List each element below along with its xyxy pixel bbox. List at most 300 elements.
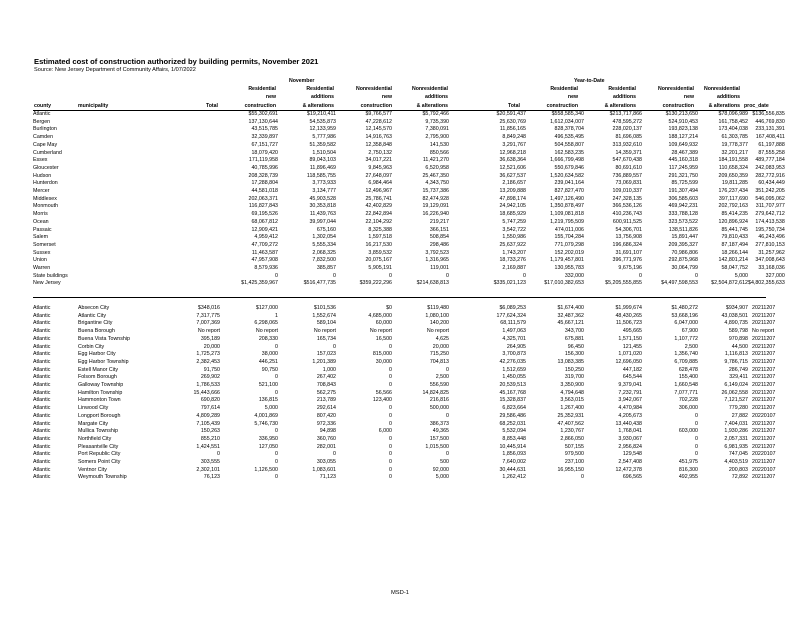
- table-cell: 9,379,041: [618, 382, 642, 389]
- table-cell: 142,801,214: [718, 257, 748, 264]
- table-cell: 25,352,931: [557, 412, 584, 419]
- table-cell: 14,824,825: [422, 389, 449, 396]
- table-cell: 327,000: [765, 272, 785, 279]
- table-cell: 16,500: [375, 335, 392, 342]
- table-cell: 12,472,378: [615, 466, 642, 473]
- table-cell: 1,350,878,497: [550, 203, 584, 210]
- table-cell: $0: [386, 305, 392, 311]
- table-cell: $19,210,411: [306, 111, 336, 117]
- municipality-name: Somers Point City: [78, 459, 121, 466]
- table-cell: 5,555,334: [312, 241, 336, 248]
- table-cell: 208,328,739: [248, 172, 278, 179]
- col-ytd-nonres-new-line1: Nonresidential: [657, 86, 694, 92]
- table-cell: 167,408,411: [755, 134, 785, 141]
- table-cell: 165,734: [316, 335, 336, 342]
- table-cell: 0: [275, 389, 278, 396]
- table-cell: 546,095,062: [755, 195, 785, 202]
- table-cell: 366,151: [429, 226, 449, 233]
- table-cell: 0: [446, 412, 449, 419]
- county-row: [33, 134, 785, 142]
- table-cell: 2,302,101: [196, 466, 220, 473]
- table-cell: 0: [389, 366, 392, 373]
- county-name: Gloucester: [33, 164, 59, 171]
- table-cell: 11,896,469: [309, 164, 336, 171]
- col-ytd-nonres-add-line2: additions: [716, 94, 740, 101]
- table-cell: $78,096,989: [718, 111, 748, 117]
- county-name: Passaic: [33, 226, 52, 233]
- county-name: Atlantic: [33, 328, 51, 335]
- table-cell: 161,758,452: [718, 118, 748, 125]
- table-cell: 628,478: [678, 366, 698, 373]
- col-ytd-nonres-new-line3: construction: [662, 102, 694, 109]
- col-ytd-res-add-header: [582, 85, 636, 110]
- table-cell: 1,450,055: [502, 374, 526, 381]
- table-cell: 675,881: [564, 335, 584, 342]
- table-cell: 239,041,164: [554, 180, 584, 187]
- table-cell: 16,955,150: [557, 466, 584, 473]
- table-cell: 68,111,579: [500, 320, 526, 327]
- col-total-header: Total: [205, 103, 218, 109]
- municipality-row: [33, 474, 776, 482]
- table-cell: 1,512,659: [502, 366, 526, 373]
- table-cell: 779,280: [728, 405, 748, 412]
- table-cell: 4,890,735: [724, 320, 748, 327]
- table-cell: 25,630,769: [499, 118, 526, 125]
- county-row: [33, 203, 785, 211]
- table-cell: 15,328,837: [499, 397, 526, 404]
- county-row: [33, 157, 785, 165]
- table-cell: 446,251: [258, 358, 278, 365]
- table-cell: 80,691,610: [615, 164, 642, 171]
- table-cell: 397,117,690: [718, 195, 748, 202]
- municipality-name: Weymouth Township: [78, 474, 127, 481]
- county-name: Atlantic: [33, 405, 51, 412]
- table-cell: 332,000: [564, 272, 584, 279]
- table-cell: 4,625: [435, 335, 449, 342]
- table-cell: $359,222,296: [359, 280, 392, 287]
- county-name: Atlantic: [33, 443, 51, 450]
- table-cell: 690,820: [200, 397, 220, 404]
- table-cell: 18,733,276: [499, 257, 526, 264]
- col-ytd-nonres-new-line2: new: [683, 94, 694, 101]
- table-cell: 704,813: [429, 358, 449, 365]
- proc-date: 20211207: [752, 443, 776, 450]
- county-name: Atlantic: [33, 397, 51, 404]
- table-cell: 138,511,826: [668, 226, 698, 233]
- municipality-row: [33, 374, 776, 382]
- table-cell: $934,907: [725, 305, 748, 311]
- table-cell: 0: [275, 474, 278, 481]
- table-cell: 22,104,292: [365, 218, 392, 225]
- municipality-table: [33, 305, 776, 482]
- proc-date: 20211207: [752, 335, 776, 342]
- table-cell: 44,500: [731, 343, 748, 350]
- table-cell: 2,186,657: [502, 180, 526, 187]
- col-ytd-res-add-line3: & alterations: [604, 102, 636, 109]
- table-cell: 9,845,963: [368, 164, 392, 171]
- table-cell: 396,771,976: [612, 257, 642, 264]
- table-cell: 5,747,259: [502, 218, 526, 225]
- table-cell: 445,160,318: [668, 157, 698, 164]
- table-cell: 43,515,785: [251, 126, 278, 133]
- table-cell: 1,230,767: [560, 428, 584, 435]
- county-row: [33, 142, 785, 150]
- county-name: Mercer: [33, 188, 50, 195]
- table-cell: 715,250: [429, 351, 449, 358]
- table-cell: 562,275: [316, 389, 336, 396]
- col-nonres-add-header: [394, 85, 448, 110]
- county-row: [33, 227, 785, 235]
- proc-date: 20211207: [752, 435, 776, 442]
- table-cell: 1,015,500: [425, 443, 449, 450]
- table-cell: 4,809,289: [196, 412, 220, 419]
- proc-date: 20211207: [752, 366, 776, 373]
- col-nonres-new-line2: new: [381, 94, 392, 101]
- county-name: Essex: [33, 157, 48, 164]
- table-cell: 410,236,743: [612, 211, 642, 218]
- table-cell: 47,228,612: [365, 118, 392, 125]
- county-name: Cumberland: [33, 149, 62, 156]
- table-cell: 0: [389, 459, 392, 466]
- table-cell: 5,777,986: [312, 134, 336, 141]
- county-row: [33, 150, 785, 158]
- municipality-name: Egg Harbor City: [78, 351, 116, 358]
- table-cell: 51,359,582: [309, 141, 336, 148]
- county-name: Atlantic: [33, 435, 51, 442]
- table-cell: 4,685,000: [368, 312, 392, 319]
- table-cell: 1,179,457,801: [550, 257, 584, 264]
- table-cell: 7,640,002: [502, 459, 526, 466]
- county-name: Atlantic: [33, 451, 51, 458]
- table-cell: 336,950: [258, 435, 278, 442]
- table-cell: 495,665: [622, 328, 642, 335]
- table-cell: 0: [695, 420, 698, 427]
- table-cell: 0: [695, 435, 698, 442]
- table-cell: 2,866,050: [560, 435, 584, 442]
- table-cell: 2,057,331: [724, 435, 748, 442]
- table-cell: 22,842,894: [365, 211, 392, 218]
- table-cell: 45,167,768: [499, 389, 526, 396]
- table-cell: 118,585,755: [306, 172, 336, 179]
- table-cell: No report: [197, 328, 220, 335]
- table-cell: 150,250: [564, 366, 584, 373]
- page-footer: MSD-1: [390, 590, 410, 596]
- county-name: Union: [33, 257, 47, 264]
- table-cell: 979,500: [564, 451, 584, 458]
- table-cell: 708,843: [316, 382, 336, 389]
- table-cell: 0: [389, 272, 392, 279]
- table-cell: $101,536: [313, 305, 336, 311]
- table-cell: 60,000: [375, 320, 392, 327]
- county-name: Atlantic: [33, 305, 51, 311]
- table-cell: 43,038,501: [721, 312, 748, 319]
- table-cell: 5,000: [264, 405, 278, 412]
- table-cell: $5,205,555,855: [605, 280, 642, 287]
- table-cell: 0: [695, 412, 698, 419]
- table-cell: 4,205,673: [618, 412, 642, 419]
- table-cell: 4,794,648: [560, 389, 584, 396]
- table-cell: 298,486: [429, 241, 449, 248]
- table-cell: 292,614: [316, 405, 336, 412]
- table-cell: 188,127,214: [668, 134, 698, 141]
- table-cell: 9,675,196: [618, 265, 642, 272]
- municipality-name: Northfield City: [78, 435, 112, 442]
- municipality-name: Margate City: [78, 420, 109, 427]
- table-cell: 816,300: [678, 466, 698, 473]
- county-row: [33, 242, 785, 250]
- table-cell: 3,773,933: [312, 180, 336, 187]
- table-cell: 0: [695, 443, 698, 450]
- table-cell: 10,445,914: [499, 443, 526, 450]
- table-cell: 45,903,528: [309, 195, 336, 202]
- table-cell: 1,856,093: [502, 451, 526, 458]
- table-cell: 3,350,900: [560, 382, 584, 389]
- table-cell: 176,237,434: [718, 188, 748, 195]
- table-cell: 12,358,848: [365, 141, 392, 148]
- table-cell: 117,245,959: [668, 164, 698, 171]
- table-cell: 109,010,337: [612, 188, 642, 195]
- table-cell: 228,020,137: [612, 126, 642, 133]
- col-ytd-res-add-line1: Residential: [608, 86, 636, 92]
- table-cell: 319,700: [564, 374, 584, 381]
- table-cell: 27,882: [731, 412, 748, 419]
- municipality-name: Buena Vista Township: [78, 335, 130, 342]
- municipality-row: [33, 459, 776, 467]
- table-cell: 202,792,163: [718, 203, 748, 210]
- table-cell: $213,717,866: [609, 111, 642, 117]
- municipality-row: [33, 444, 776, 452]
- table-cell: 0: [695, 272, 698, 279]
- table-cell: 0: [389, 466, 392, 473]
- table-cell: 1,116,813: [724, 351, 748, 358]
- table-cell: 156,300: [564, 351, 584, 358]
- table-cell: 1,571,150: [618, 335, 642, 342]
- county-name: Cape May: [33, 141, 58, 148]
- municipality-row: [33, 405, 776, 413]
- table-cell: 6,298,065: [254, 320, 278, 327]
- table-cell: 1,666,799,498: [550, 157, 584, 164]
- table-cell: 13,083,385: [557, 358, 584, 365]
- table-cell: 5,000: [435, 474, 449, 481]
- table-cell: 152,202,019: [554, 249, 584, 256]
- table-cell: 3,859,532: [368, 249, 392, 256]
- col-proc-date-header: proc_date: [744, 103, 769, 109]
- table-cell: 120,896,924: [718, 218, 748, 225]
- county-name: Salem: [33, 234, 49, 241]
- table-cell: 277,810,153: [755, 241, 785, 248]
- county-name: Middlesex: [33, 195, 57, 202]
- table-cell: 6,981,935: [724, 443, 748, 450]
- table-cell: 195,750,734: [755, 226, 785, 233]
- table-cell: 209,650,359: [718, 172, 748, 179]
- table-cell: 69,195,526: [251, 211, 278, 218]
- table-cell: 27,648,097: [365, 172, 392, 179]
- table-cell: 242,083,953: [755, 164, 785, 171]
- municipality-row: [33, 467, 776, 475]
- table-cell: 127,050: [258, 443, 278, 450]
- col-county-header: county: [34, 103, 52, 109]
- table-cell: No report: [369, 328, 392, 335]
- table-cell: 30,064,799: [671, 265, 698, 272]
- municipality-name: Atlantic City: [78, 312, 106, 319]
- proc-date: No report: [752, 328, 775, 335]
- table-cell: 292,875,968: [668, 257, 698, 264]
- municipality-table-body: [33, 305, 776, 482]
- table-cell: 807,420: [316, 412, 336, 419]
- table-cell: 1,520,634,582: [550, 172, 584, 179]
- month-group-header: November: [289, 78, 315, 84]
- table-cell: 24,942,105: [499, 203, 526, 210]
- table-cell: $55,302,691: [248, 111, 278, 117]
- col-ytd-res-new-line3: construction: [546, 102, 578, 109]
- table-cell: 589,798: [728, 328, 748, 335]
- table-cell: 15,737,386: [422, 188, 449, 195]
- table-cell: 7,404,031: [724, 420, 748, 427]
- table-cell: 303,055: [316, 459, 336, 466]
- table-cell: 2,750,132: [368, 149, 392, 156]
- table-cell: 34,017,221: [365, 157, 392, 164]
- table-cell: 0: [581, 474, 584, 481]
- municipality-row: [33, 382, 776, 390]
- table-cell: 157,500: [429, 435, 449, 442]
- proc-date: 20211207: [752, 312, 776, 319]
- table-cell: 0: [275, 459, 278, 466]
- table-cell: 7,232,791: [618, 389, 642, 396]
- table-cell: 18,685,929: [499, 211, 526, 218]
- table-cell: 30,000: [375, 358, 392, 365]
- county-row: [33, 119, 785, 127]
- county-row: [33, 111, 785, 119]
- table-cell: 469,942,231: [668, 203, 698, 210]
- table-cell: 311,707,977: [755, 203, 785, 210]
- proc-date: 20211207: [752, 474, 776, 481]
- table-cell: 2,795,900: [425, 134, 449, 141]
- municipality-name: Folsom Borough: [78, 374, 117, 381]
- table-cell: $119,480: [427, 305, 449, 311]
- table-cell: 5,000: [734, 272, 748, 279]
- table-cell: 39,997,044: [309, 218, 336, 225]
- table-cell: 1,126,500: [254, 466, 278, 473]
- table-cell: No report: [426, 328, 449, 335]
- county-row: [33, 173, 785, 181]
- table-cell: 12,133,959: [309, 126, 336, 133]
- table-cell: 67,900: [681, 328, 698, 335]
- page-title: Estimated cost of construction authorized by building permits, November 2021: [34, 57, 319, 66]
- table-cell: 970,898: [728, 335, 748, 342]
- table-cell: $17,010,382,653: [544, 280, 584, 287]
- municipality-row: [33, 351, 776, 359]
- table-cell: 155,400: [678, 374, 698, 381]
- table-cell: 3,942,067: [618, 397, 642, 404]
- county-name: Somerset: [33, 241, 56, 248]
- ytd-group-header: Year-to-Date: [574, 78, 605, 84]
- table-cell: 323,573,522: [668, 218, 698, 225]
- county-name: Ocean: [33, 218, 49, 225]
- col-nonres-add-line2: additions: [424, 94, 448, 101]
- table-cell: 45,667,121: [557, 320, 584, 327]
- table-cell: 343,700: [564, 328, 584, 335]
- col-res-add-line3: & alterations: [302, 102, 334, 109]
- table-cell: 1,356,740: [674, 351, 698, 358]
- table-cell: 1,424,551: [196, 443, 220, 450]
- table-cell: 31,257,962: [758, 249, 785, 256]
- table-cell: 157,023: [316, 351, 336, 358]
- table-cell: 11,439,763: [309, 211, 336, 218]
- table-cell: 1,597,518: [368, 234, 392, 241]
- county-name: Atlantic: [33, 474, 51, 481]
- table-cell: 1,786,533: [196, 382, 220, 389]
- table-cell: 58,047,752: [721, 265, 748, 272]
- table-cell: 286,749: [728, 366, 748, 373]
- col-ytd-res-new-line2: new: [567, 94, 578, 101]
- table-cell: 12,909,421: [251, 226, 278, 233]
- proc-date: 20220107: [752, 412, 776, 419]
- table-cell: 9,735,390: [425, 118, 449, 125]
- county-name: Atlantic: [33, 366, 51, 373]
- table-cell: 109,649,932: [668, 141, 698, 148]
- table-cell: $1,674,400: [557, 305, 584, 311]
- municipality-row: [33, 413, 776, 421]
- county-row: [33, 250, 785, 258]
- table-cell: 3,291,767: [502, 141, 526, 148]
- table-cell: $2,504,872,612: [711, 280, 748, 287]
- table-cell: 1: [275, 312, 278, 319]
- county-row: [33, 273, 785, 281]
- municipality-row: [33, 397, 776, 405]
- table-cell: 7,121,527: [724, 397, 748, 404]
- proc-date: 20220107: [752, 451, 776, 458]
- municipality-name: Hamilton Township: [78, 389, 123, 396]
- table-cell: 4,470,984: [618, 405, 642, 412]
- table-cell: 16,217,530: [365, 241, 392, 248]
- table-cell: 2,500: [684, 343, 698, 350]
- table-cell: 6,149,024: [724, 382, 748, 389]
- table-cell: 36,638,364: [499, 157, 526, 164]
- table-cell: 200,803: [728, 466, 748, 473]
- table-cell: 3,542,722: [502, 226, 526, 233]
- table-cell: 193,823,138: [668, 126, 698, 133]
- table-cell: 4,001,869: [254, 412, 278, 419]
- municipality-name: Galloway Township: [78, 382, 124, 389]
- col-ytd-nonres-add-line1: Nonresidential: [703, 86, 740, 92]
- table-cell: 347,008,643: [755, 257, 785, 264]
- table-cell: 547,670,438: [612, 157, 642, 164]
- table-cell: $516,477,735: [303, 280, 336, 287]
- table-cell: 1,612,034,007: [550, 118, 584, 125]
- table-cell: 1,109,081,818: [550, 211, 584, 218]
- table-cell: 19,778,377: [721, 141, 748, 148]
- table-cell: 110,658,324: [718, 164, 748, 171]
- county-name: Atlantic: [33, 312, 51, 319]
- table-cell: $348,016: [197, 305, 220, 311]
- table-cell: 0: [446, 451, 449, 458]
- table-cell: 90,750: [261, 366, 278, 373]
- table-cell: 184,191,558: [718, 157, 748, 164]
- county-name: Atlantic: [33, 335, 51, 342]
- table-cell: 507,155: [564, 443, 584, 450]
- table-cell: 4,403,519: [724, 459, 748, 466]
- table-cell: 4,325,701: [502, 335, 526, 342]
- table-cell: 1,510,504: [312, 149, 336, 156]
- table-cell: 0: [275, 343, 278, 350]
- table-cell: 40,785,996: [251, 164, 278, 171]
- table-cell: 54,306,701: [615, 226, 642, 233]
- county-row: [33, 280, 785, 288]
- municipality-name: Port Republic City: [78, 451, 121, 458]
- county-name: Atlantic: [33, 412, 51, 419]
- col-res-new-header: [222, 85, 276, 110]
- table-cell: 61,197,888: [758, 141, 785, 148]
